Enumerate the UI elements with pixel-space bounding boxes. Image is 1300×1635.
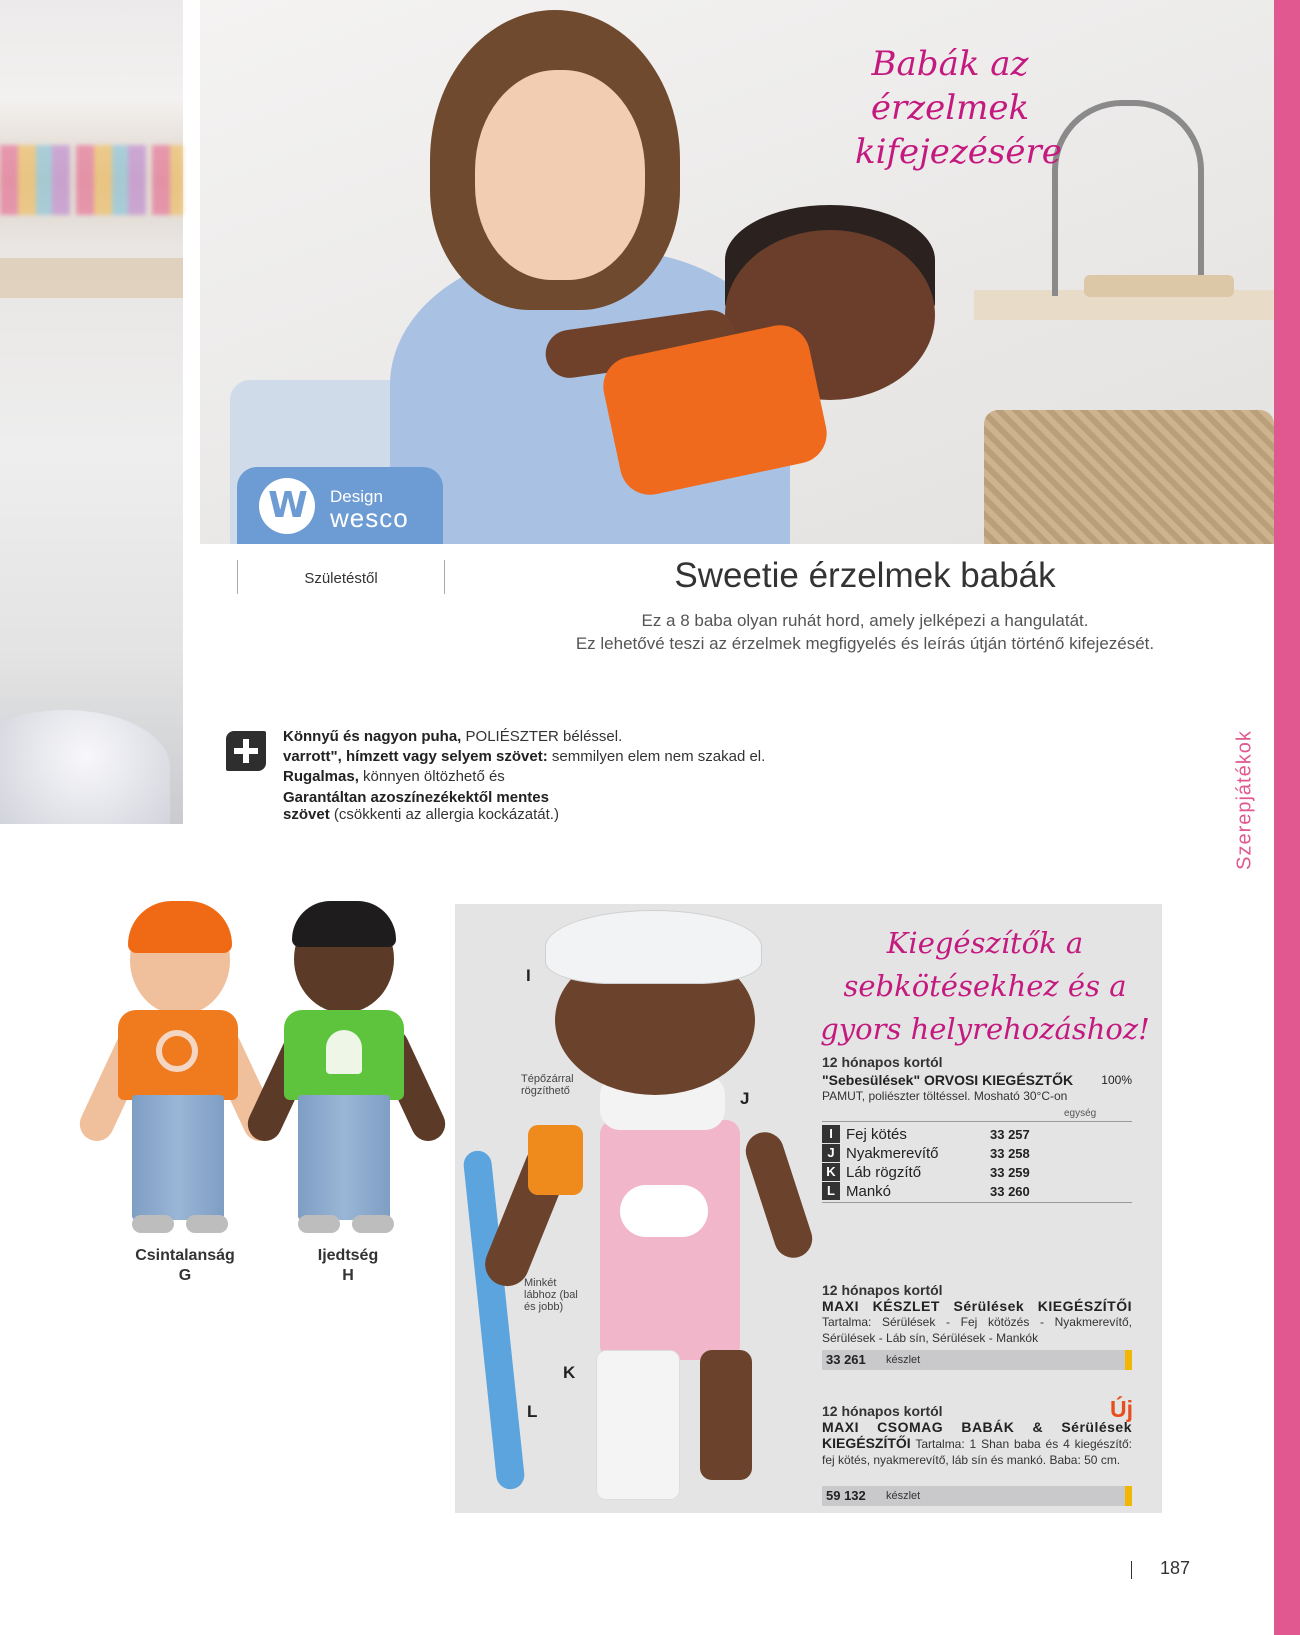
- doll-name: Csintalanság: [135, 1247, 235, 1264]
- product-block-medical: [822, 1054, 1132, 1104]
- girl-face: [475, 70, 645, 280]
- product-block-maxi-pack: [822, 1403, 1132, 1468]
- block-content: KIEGÉSZÍTŐI Tartalma: 1 Shan baba és 4 kiegészítő: fej kötés, nyakmerevítő, láb sín és mankó. Baba: 50 cm.: [822, 1435, 1132, 1467]
- product-description: [460, 609, 1270, 655]
- ghost-icon: [326, 1030, 362, 1074]
- block-name: MAXI KÉSZLET Sérülések KIEGÉSZÍTŐI: [822, 1298, 1132, 1314]
- bead-maze-toy: [1052, 100, 1204, 296]
- marker-j: J: [740, 1089, 750, 1108]
- panel-title-line: gyors helyrehozáshoz!: [820, 1012, 1150, 1046]
- feature-item: Garantáltan azoszínezékektől mentes szövet (csökkenti az allergia kockázatát.): [283, 789, 559, 823]
- unit-header: egység: [1064, 1108, 1097, 1119]
- doll-ijedtseg: [258, 905, 428, 1245]
- blurred-shelf: [0, 258, 183, 298]
- table-row: I Fej kötés 33 257: [822, 1125, 1132, 1144]
- block-age: 12 hónapos kortól: [822, 1403, 943, 1419]
- hero-title-line: kifejezésére: [855, 132, 1062, 172]
- hero-basket: [984, 410, 1274, 544]
- hero-photo: [200, 0, 1274, 544]
- doll-shoe: [298, 1215, 340, 1233]
- table-row: K Láb rögzítő 33 259: [822, 1163, 1132, 1182]
- block-content: Tartalma: Sérülések - Fej kötözés - Nyakmerevítő, Sérülések - Láb sín, Sérülések - Mankók: [822, 1315, 1132, 1345]
- plus-icon: [226, 731, 266, 771]
- table-rule: [822, 1202, 1132, 1203]
- feature-item: Rugalmas, könnyen öltözhető és: [283, 768, 505, 785]
- new-badge: Új: [1110, 1396, 1133, 1422]
- age-label: Születéstől: [237, 560, 445, 594]
- doll-shoe: [186, 1215, 228, 1233]
- product-title: Sweetie érzelmek babák: [674, 556, 1056, 595]
- panel-doll-dress: [600, 1120, 740, 1360]
- block-name: "Sebesülések" ORVOSI KIEGÉSZTŐK 100%: [822, 1072, 1132, 1088]
- block-age: 12 hónapos kortól: [822, 1282, 943, 1298]
- doll-letter: G: [178, 1267, 192, 1284]
- feature-item: Könnyű és nagyon puha, POLIÉSZTER béléssel.: [283, 728, 623, 745]
- doll-letter: H: [342, 1267, 354, 1284]
- product-block-maxi-kit: [822, 1282, 1132, 1346]
- doll-name: Ijedtség: [317, 1247, 379, 1264]
- block-age: 12 hónapos kortól: [822, 1054, 943, 1070]
- table-rule: [822, 1121, 1132, 1122]
- crutch-handle: [528, 1125, 583, 1195]
- doll-label-g: [125, 1246, 245, 1286]
- block-material: PAMUT, poliészter töltéssel. Mosható 30°C-on: [822, 1089, 1068, 1103]
- doll-hair: [292, 901, 396, 947]
- features-list: [283, 727, 883, 823]
- badge-brand-text: wesco: [330, 503, 409, 533]
- hero-title-line: Babák az: [871, 44, 1029, 84]
- panel-title-line: sebkötésekhez és a: [843, 969, 1127, 1003]
- order-code-bar: 59 132 készlet: [822, 1486, 1132, 1506]
- bead-maze-base: [1084, 275, 1234, 297]
- marker-k: K: [563, 1363, 576, 1382]
- background-photo-left: [0, 0, 183, 824]
- doll-label-h: [288, 1246, 408, 1286]
- badge-design-text: Design: [330, 487, 383, 506]
- panel-title-line: Kiegészítők a: [886, 926, 1084, 960]
- wesco-logo-mark: W: [268, 485, 308, 526]
- table-row: L Mankó 33 260: [822, 1182, 1132, 1201]
- page-number: 187: [1160, 1558, 1191, 1578]
- marker-l: L: [527, 1402, 538, 1421]
- doll-shoe: [352, 1215, 394, 1233]
- feature-item: varrott", hímzett vagy selyem szövet: semmilyen elem nem szakad el.: [283, 748, 766, 765]
- description-line: Ez a 8 baba olyan ruhát hord, amely jelképezi a hangulatát.: [641, 611, 1089, 630]
- block-name: MAXI CSOMAG BABÁK & Sérülések: [822, 1419, 1132, 1435]
- doll-csintalansag: [90, 905, 260, 1245]
- callout-both-legs: Minkét lábhoz (bal és jobb): [524, 1277, 578, 1313]
- doll-jeans: [298, 1095, 390, 1220]
- hero-title: [855, 42, 1062, 174]
- panel-doll-leg: [700, 1350, 752, 1480]
- section-label-text: Szerepjátékok: [1233, 730, 1256, 870]
- doll-jeans: [132, 1095, 224, 1220]
- hero-title-line: érzelmek: [870, 88, 1030, 128]
- table-row: J Nyakmerevítő 33 258: [822, 1144, 1132, 1163]
- swirl-icon: [156, 1030, 198, 1072]
- description-line: Ez lehetővé teszi az érzelmek megfigyelés és leírás útján történő kifejezését.: [575, 634, 1155, 653]
- page-number-separator: [1131, 1561, 1132, 1579]
- callout-velcro: Tépőzárral rögzíthető: [521, 1073, 574, 1097]
- blurred-toy-blocks: [0, 145, 183, 215]
- doll-shoe: [132, 1215, 174, 1233]
- leg-splint: [596, 1350, 680, 1500]
- order-code-bar: 33 261 készlet: [822, 1350, 1132, 1370]
- section-label: [1225, 700, 1265, 900]
- marker-i: I: [526, 966, 531, 985]
- head-bandage: [545, 910, 762, 984]
- section-color-bar: [1274, 0, 1300, 1635]
- cloud-icon: [620, 1185, 708, 1237]
- panel-title: [820, 922, 1150, 1051]
- doll-hair: [128, 901, 232, 953]
